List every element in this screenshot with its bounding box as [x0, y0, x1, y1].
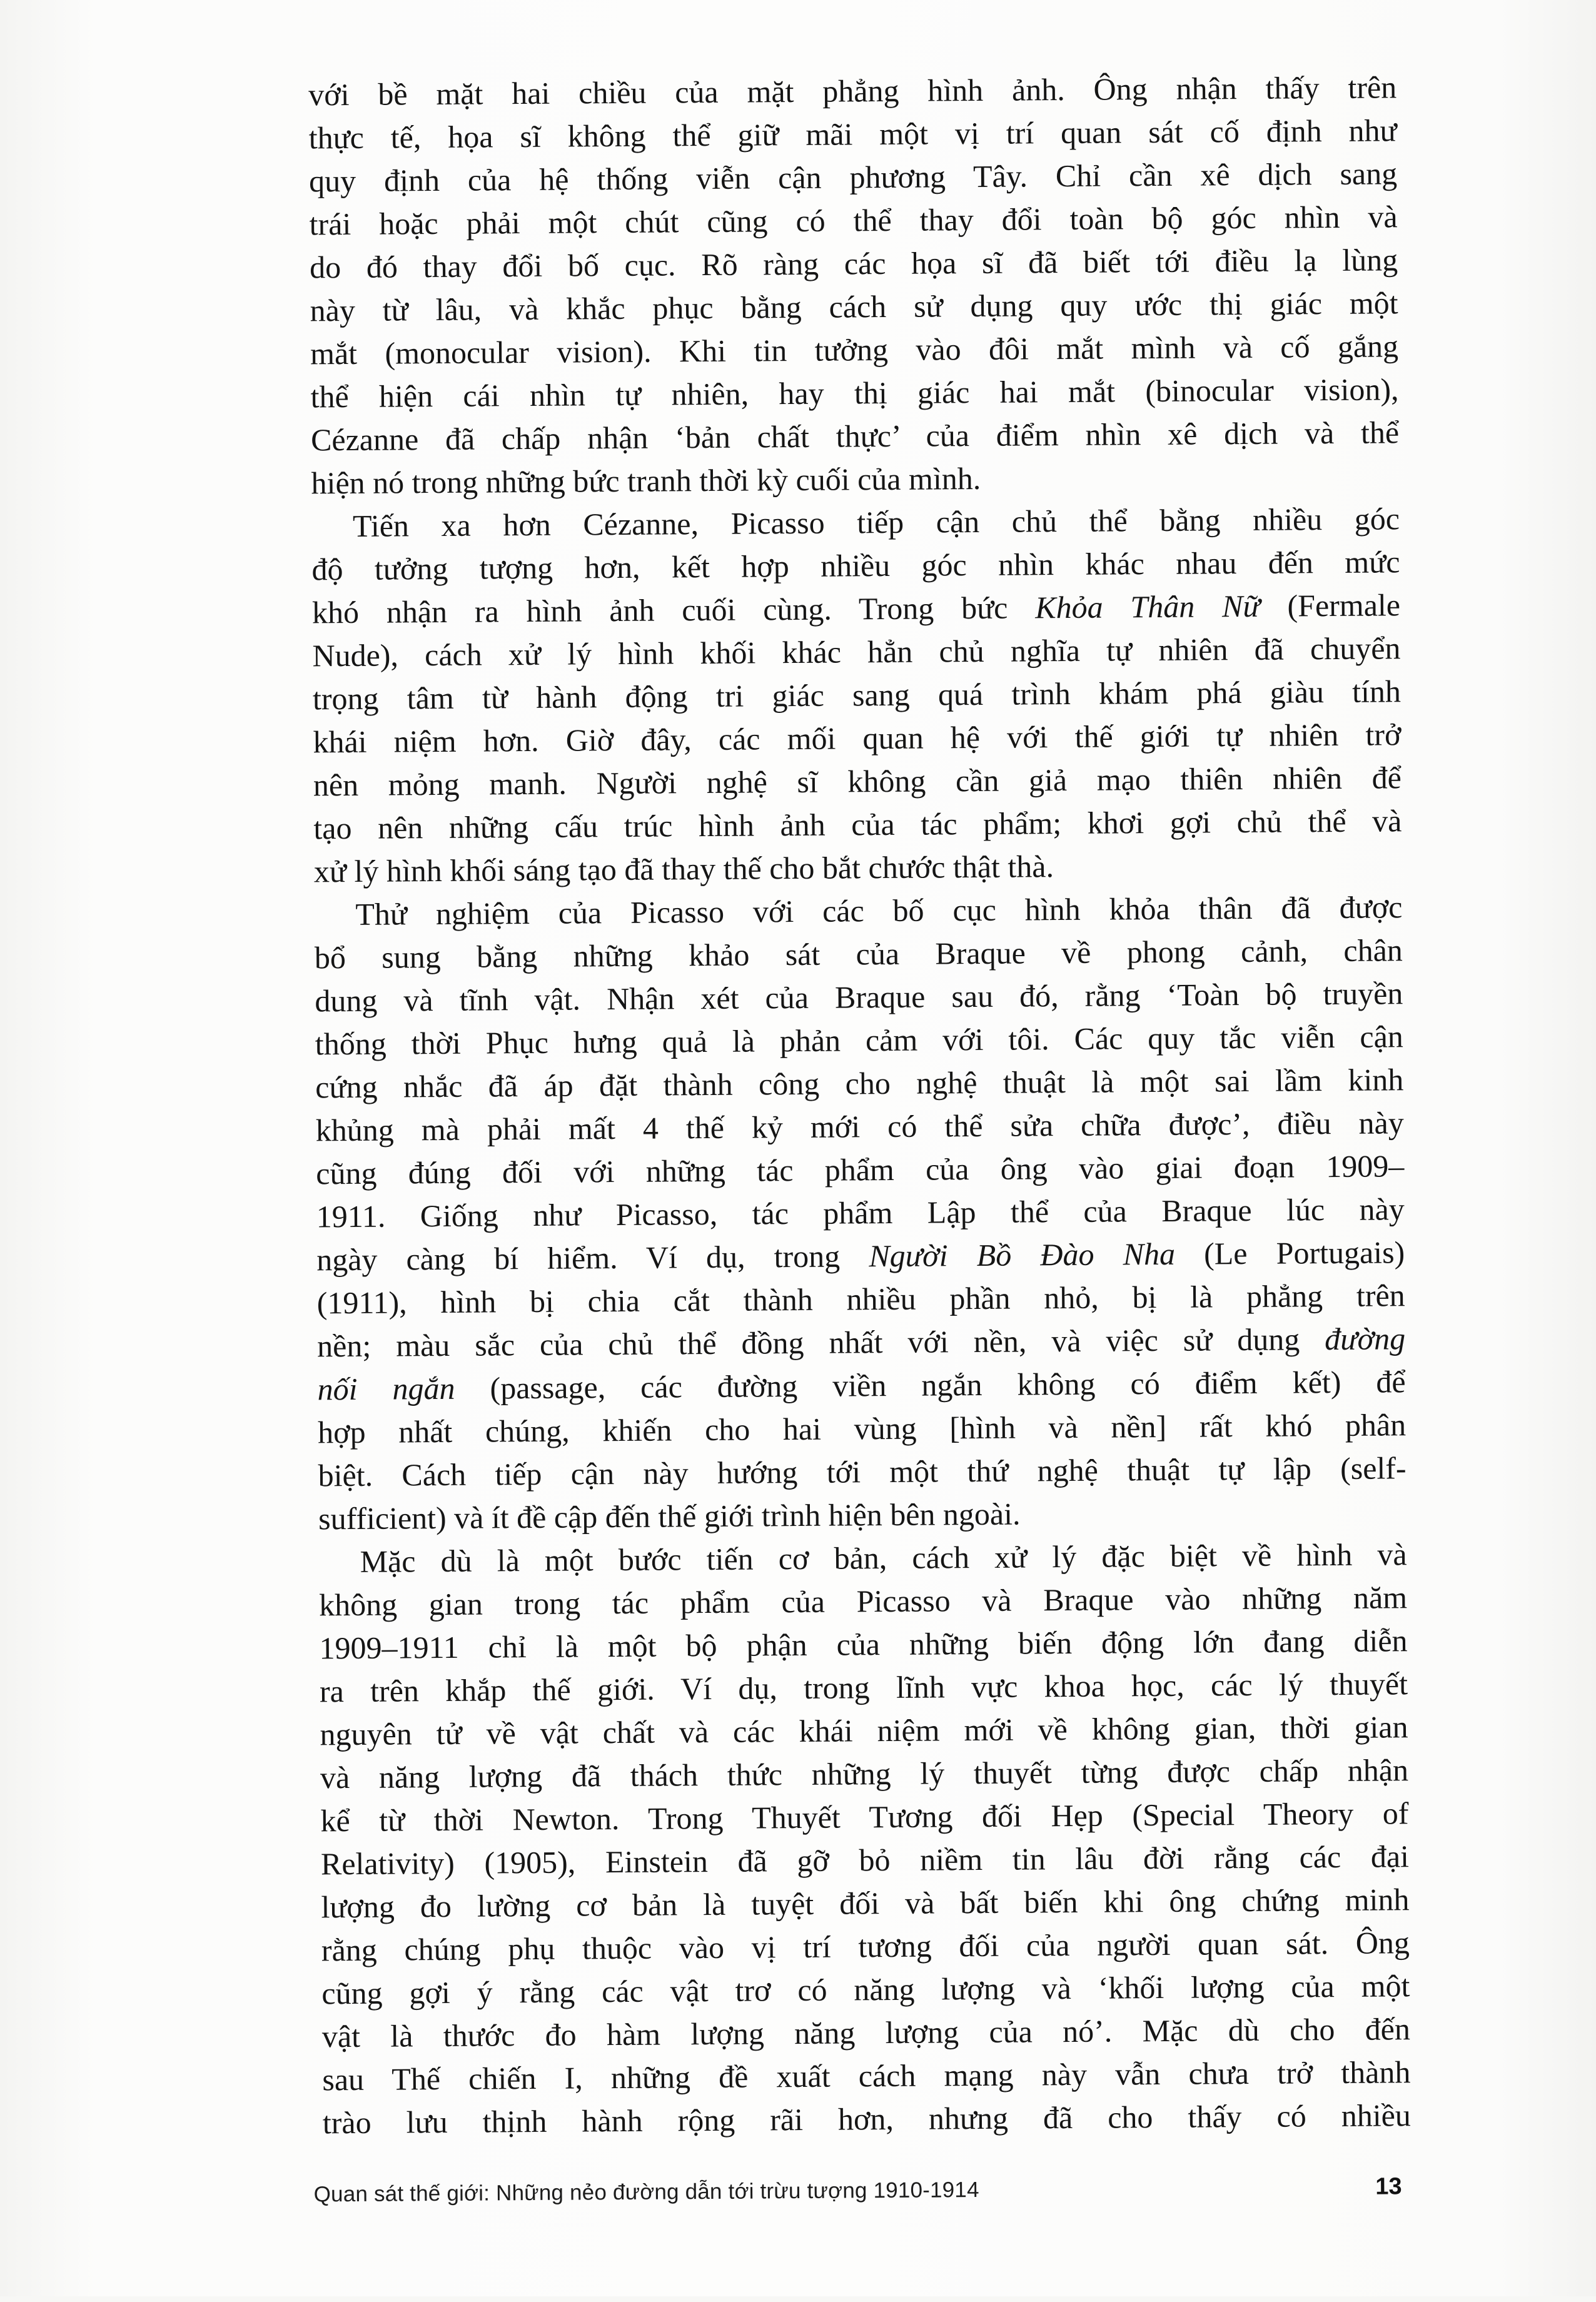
- text-line: [320, 1792, 1408, 1842]
- text-run: rằng chúng phụ thuộc vào vị trí tương đối của người quan sát. Ông: [321, 1925, 1410, 1968]
- italic-text-run: Khỏa Thân Nữ: [1035, 588, 1288, 625]
- text-run: quy định của hệ thống viễn cận phương Tây. Chỉ cần xê dịch sang: [308, 156, 1398, 199]
- text-run: cũng đúng đối với những tác phẩm của ông vào giai đoạn 1909–: [316, 1148, 1405, 1191]
- text-line: [310, 281, 1398, 332]
- running-footer-title: Quan sát thế giới: Những nẻo đường dẫn tới trừu tượng 1910-1914: [313, 2178, 979, 2207]
- text-line: [315, 1058, 1403, 1109]
- text-line: [320, 1749, 1408, 1799]
- text-run: 1911. Giống như Picasso, tác phẩm Lập thể của Braque lúc này: [316, 1191, 1405, 1234]
- italic-text-run: đường: [1324, 1321, 1406, 1357]
- page-number: 13: [1375, 2173, 1402, 2200]
- text-line: [319, 1619, 1407, 1670]
- text-run: này từ lâu, và khắc phục bằng cách sử dụng quy ước thị giác một: [310, 285, 1398, 328]
- italic-text-run: Người Bồ Đào Nha: [869, 1236, 1205, 1274]
- text-run: xử lý hình khối sáng tạo đã thay thế cho bắt chước thật thà.: [313, 849, 1054, 889]
- text-line: [323, 2094, 1411, 2144]
- text-run: (passage, các đường viền ngắn không có điểm kết) để: [490, 1364, 1406, 1406]
- text-run: do đó thay đổi bố cục. Rõ ràng các họa sĩ đã biết tới điều lạ lùng: [309, 242, 1398, 285]
- text-line: [322, 2007, 1410, 2058]
- text-line: [310, 325, 1398, 375]
- text-run: bổ sung bằng những khảo sát của Braque về phong cảnh, chân: [314, 932, 1403, 976]
- text-line: [314, 842, 1402, 893]
- text-run: sau Thế chiến I, những đề xuất cách mạng này vẫn chưa trở thành: [322, 2054, 1411, 2098]
- text-line: [316, 1231, 1405, 1281]
- text-line: [312, 627, 1400, 677]
- text-line: [321, 1964, 1410, 2015]
- text-line: [312, 583, 1400, 634]
- text-line: [313, 670, 1401, 720]
- text-run: (Le Portugais): [1203, 1234, 1405, 1271]
- text-line: [317, 1360, 1405, 1411]
- text-run: Cézanne đã chấp nhận ‘bản chất thực’ của điểm nhìn xê dịch và thể: [310, 415, 1400, 458]
- text-line: [316, 1101, 1404, 1152]
- text-line: [318, 1446, 1406, 1497]
- page-footer: [314, 2173, 1402, 2208]
- text-line: [315, 972, 1403, 1022]
- text-run: trào lưu thịnh hành rộng rãi hơn, nhưng đã cho thấy có nhiều: [322, 2098, 1412, 2141]
- text-line: [317, 1317, 1405, 1368]
- paragraph: [314, 886, 1407, 1540]
- text-line: [318, 1490, 1407, 1540]
- text-run: Mặc dù là một bước tiến cơ bản, cách xử lý đặc biệt về hình và: [360, 1537, 1407, 1579]
- text-run: trọng tâm từ hành động tri giác sang quá trình khám phá giàu tính: [312, 674, 1402, 717]
- text-run: Nude), cách xử lý hình khối khác hẳn chủ nghĩa tự nhiên đã chuyển: [312, 630, 1401, 674]
- text-run: kể từ thời Newton. Trong Thuyết Tương đối Hẹp (Special Theory of: [320, 1795, 1409, 1839]
- text-line: [311, 540, 1400, 591]
- text-line: [321, 1878, 1409, 1929]
- text-run: nền; màu sắc của chủ thể đồng nhất với nền, và việc sử dụng: [316, 1321, 1325, 1364]
- text-line: [310, 238, 1398, 289]
- text-line: [314, 886, 1402, 936]
- text-line: [313, 713, 1401, 764]
- text-run: sufficient) và ít đề cập đến thế giới trình hiện bên ngoài.: [318, 1496, 1021, 1537]
- text-run: trái hoặc phải một chút cũng có thể thay đổi toàn bộ góc nhìn và: [309, 199, 1398, 242]
- paragraph: [308, 66, 1400, 505]
- text-run: Thử nghiệm của Picasso với các bố cục hình khỏa thân đã được: [355, 889, 1403, 932]
- text-line: [318, 1533, 1407, 1583]
- text-run: độ tưởng tượng hơn, kết hợp nhiều góc nhìn khác nhau đến mức: [311, 544, 1400, 587]
- text-line: [321, 1835, 1409, 1886]
- text-run: cũng gợi ý rằng các vật trơ có năng lượng và ‘khối lượng của một: [321, 1968, 1410, 2011]
- text-run: hợp nhất chúng, khiến cho hai vùng [hình và nền] rất khó phân: [317, 1407, 1407, 1450]
- text-run: lượng đo lường cơ bản là tuyệt đối và bất biến khi ông chứng minh: [321, 1882, 1410, 1925]
- text-run: (Fermale: [1287, 587, 1401, 623]
- text-line: [316, 1144, 1404, 1195]
- text-run: Tiến xa hơn Cézanne, Picasso tiếp cận chủ thể bằng nhiều góc: [352, 501, 1400, 543]
- text-run: dung và tĩnh vật. Nhận xét của Braque sau đó, rằng ‘Toàn bộ truyền: [315, 976, 1403, 1019]
- text-run: khó nhận ra hình ảnh cuối cùng. Trong bức: [311, 590, 1036, 630]
- text-line: [309, 195, 1397, 246]
- page-text-content: [308, 66, 1411, 2144]
- text-line: [311, 497, 1400, 548]
- text-run: nên mỏng manh. Người nghệ sĩ không cần giả mạo thiên nhiên để: [313, 760, 1402, 803]
- paragraph: [318, 1533, 1411, 2144]
- text-run: tạo nên những cấu trúc hình ảnh của tác phẩm; khơi gợi chủ thể và: [313, 803, 1402, 846]
- text-run: khái niệm hơn. Giờ đây, các mối quan hệ với thế giới tự nhiên trở: [313, 717, 1402, 760]
- text-line: [322, 2051, 1410, 2101]
- text-run: với bề mặt hai chiều của mặt phẳng hình ảnh. Ông nhận thấy trên: [308, 69, 1397, 113]
- text-line: [320, 1705, 1408, 1756]
- text-line: [315, 1015, 1403, 1066]
- text-run: hiện nó trong những bức tranh thời kỳ cuối của mình.: [311, 460, 981, 501]
- paragraph: [311, 497, 1402, 893]
- text-run: ra trên khắp thế giới. Ví dụ, trong lĩnh vực khoa học, các lý thuyết: [319, 1666, 1408, 1709]
- text-line: [308, 109, 1396, 159]
- text-line: [316, 1274, 1405, 1325]
- text-line: [311, 411, 1399, 462]
- text-run: thể hiện cái nhìn tự nhiên, hay thị giác hai mắt (binocular vision),: [310, 371, 1399, 415]
- italic-text-run: nối ngắn: [317, 1370, 490, 1407]
- text-run: Relativity) (1905), Einstein đã gỡ bỏ niềm tin lâu đời rằng các đại: [320, 1839, 1410, 1882]
- text-run: thực tế, họa sĩ không thể giữ mãi một vị trí quan sát cố định như: [308, 113, 1397, 156]
- text-run: ngày càng bí hiểm. Ví dụ, trong: [316, 1238, 869, 1278]
- text-line: [309, 152, 1397, 203]
- text-run: thống thời Phục hưng quả là phản cảm với tôi. Các quy tắc viễn cận: [315, 1019, 1403, 1062]
- text-line: [311, 454, 1399, 505]
- text-run: cứng nhắc đã áp đặt thành công cho nghệ thuật là một sai lầm kinh: [315, 1062, 1404, 1105]
- text-line: [320, 1662, 1408, 1713]
- text-run: (1911), hình bị chia cắt thành nhiều phần nhỏ, bị là phẳng trên: [316, 1278, 1405, 1321]
- text-line: [308, 66, 1396, 116]
- text-line: [315, 929, 1403, 979]
- text-run: khủng mà phải mất 4 thế kỷ mới có thể sửa chữa được’, điều này: [315, 1105, 1404, 1148]
- text-run: mắt (monocular vision). Khi tin tưởng vào đôi mắt mình và cố gắng: [310, 328, 1399, 371]
- text-line: [321, 1921, 1410, 1972]
- text-run: 1909–1911 chỉ là một bộ phận của những biến động lớn đang diễn: [319, 1623, 1408, 1666]
- text-line: [310, 368, 1398, 418]
- text-line: [318, 1403, 1406, 1454]
- text-line: [319, 1576, 1407, 1627]
- text-line: [313, 756, 1402, 807]
- text-run: vật là thước đo hàm lượng năng lượng của nó’. Mặc dù cho đến: [321, 2011, 1411, 2054]
- text-run: không gian trong tác phẩm của Picasso và Braque vào những năm: [318, 1580, 1408, 1623]
- text-line: [313, 799, 1402, 850]
- text-run: và năng lượng đã thách thức những lý thuyết từng được chấp nhận: [320, 1752, 1409, 1795]
- text-run: biệt. Cách tiếp cận này hướng tới một thứ nghệ thuật tự lập (self-: [318, 1450, 1407, 1493]
- text-run: nguyên tử về vật chất và các khái niệm mới về không gian, thời gian: [320, 1709, 1408, 1752]
- text-line: [316, 1188, 1405, 1238]
